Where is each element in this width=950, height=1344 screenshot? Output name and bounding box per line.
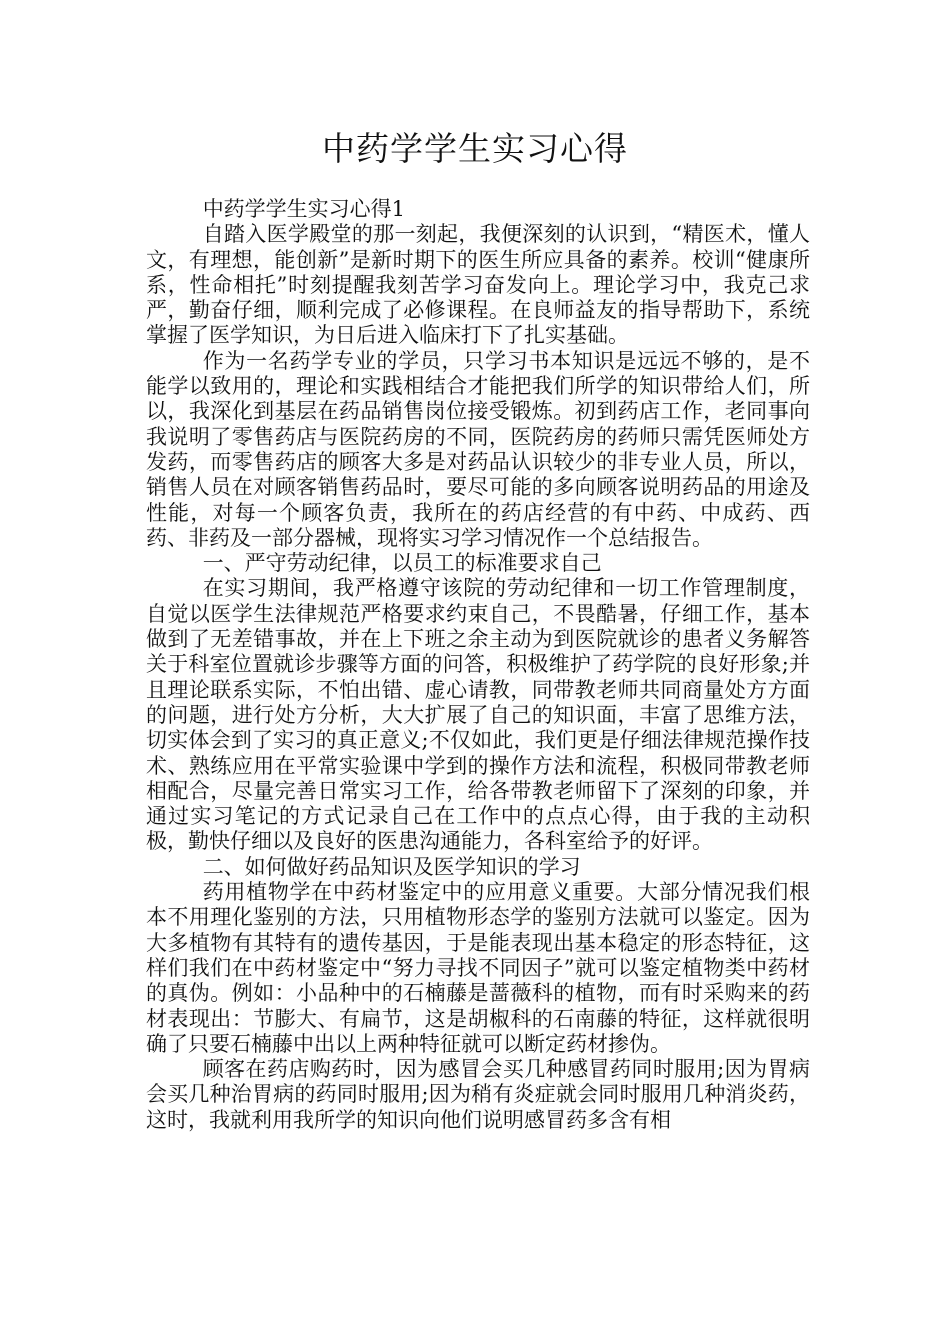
body-paragraph: 顾客在药店购药时，因为感冒会买几种感冒药同时服用;因为胃病会买几种治胃病的药同时服用;因为稍有炎症就会同时服用几种消炎药，这时，我就利用我所学的知识向他们说明感冒药多含有相 — [146, 1057, 810, 1132]
document-body — [146, 197, 810, 1133]
body-paragraph: 作为一名药学专业的学员，只学习书本知识是远远不够的，是不能学以致用的，理论和实践相结合才能把我们所学的知识带给人们，所以，我深化到基层在药品销售岗位接受锻炼。初到药店工作，老同事向我说明了零售药店与医院药房的不同，医院药房的药师只需凭医师处方发药，而零售药店的顾客大多是对药品认识较少的非专业人员，所以，销售人员在对顾客销售药品时，要尽可能的多向顾客说明药品的用途及性能，对每一个顾客负责，我所在的药店经营的有中药、中成药、西药、非药及一部分器械，现将实习学习情况作一个总结报告。 — [146, 348, 810, 550]
section-heading: 二、如何做好药品知识及医学知识的学习 — [202, 854, 581, 879]
subtitle-paragraph: 中药学学生实习心得1 — [202, 197, 406, 221]
body-paragraph: 自踏入医学殿堂的那一刻起，我便深刻的认识到，“精医术，懂人文，有理想，能创新”是新时期下的医生所应具备的素养。校训“健康所系，性命相托”时刻提醒我刻苦学习奋发向上。理论学习中，我克己求严，勤奋仔细，顺利完成了必修课程。在良师益友的指导帮助下，系统掌握了医学知识，为日后进入临床打下了扎实基础。 — [146, 222, 810, 348]
body-paragraph: 药用植物学在中药材鉴定中的应用意义重要。大部分情况我们根本不用理化鉴别的方法，只用植物形态学的鉴别方法就可以鉴定。因为大多植物有其特有的遗传基因，于是能表现出基本稳定的形态特征，这样们我们在中药材鉴定中“努力寻找不同因子”就可以鉴定植物类中药材的真伪。例如：小品种中的石楠藤是蔷薇科的植物，而有时采购来的药材表现出：节膨大、有扁节，这是胡椒科的石南藤的特征，这样就很明确了只要石楠藤中出以上两种特征就可以断定药材掺伪。 — [146, 880, 810, 1056]
document-title: 中药学学生实习心得 — [322, 129, 628, 168]
section-heading: 一、严守劳动纪律，以员工的标准要求自己 — [202, 551, 602, 576]
body-paragraph: 在实习期间，我严格遵守该院的劳动纪律和一切工作管理制度，自觉以医学生法律规范严格要求约束自己，不畏酷暑，仔细工作，基本做到了无差错事故，并在上下班之余主动为到医院就诊的患者义务解答关于科室位置就诊步骤等方面的问答，积极维护了药学院的良好形象;并且理论联系实际，不怕出错、虚心请教，同带教老师共同商量处方方面的问题，进行处方分析，大大扩展了自己的知识面，丰富了思维方法，切实体会到了实习的真正意义;不仅如此，我们更是仔细法律规范操作技术、熟练应用在平常实验课中学到的操作方法和流程，积极同带教老师相配合，尽量完善日常实习工作，给各带教老师留下了深刻的印象，并通过实习笔记的方式记录自己在工作中的点点心得，由于我的主动积极，勤快仔细以及良好的医患沟通能力，各科室给予的好评。 — [146, 576, 810, 854]
